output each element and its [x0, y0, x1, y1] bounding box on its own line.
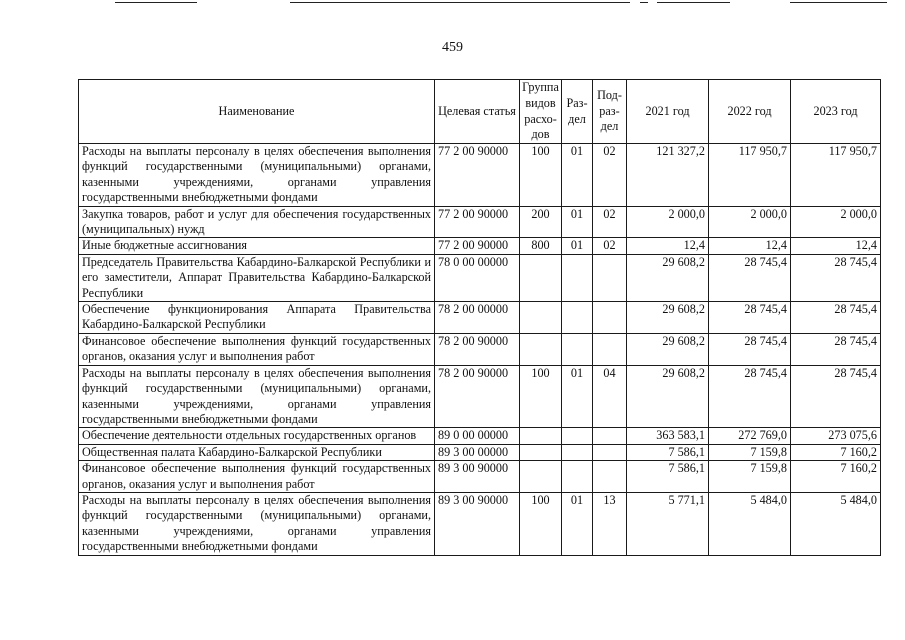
cell-amount-2022: 28 745,4 [709, 254, 791, 301]
budget-table [78, 79, 881, 556]
header-year-2021: 2021 год [627, 80, 709, 144]
cell-name: Иные бюджетные ассигнования [79, 238, 435, 254]
cell-section [562, 302, 593, 334]
header-name: Наименование [79, 80, 435, 144]
cell-target-article: 77 2 00 90000 [435, 206, 520, 238]
cell-name: Председатель Правительства Кабардино-Балкарской Республики и его заместители, Аппарат Правительства Кабардино-Балкарской Республики [79, 254, 435, 301]
cell-section [562, 444, 593, 460]
cell-amount-2021: 2 000,0 [627, 206, 709, 238]
page-number: 459 [442, 40, 463, 55]
cell-section: 01 [562, 206, 593, 238]
cell-name: Обеспечение деятельности отдельных государственных органов [79, 428, 435, 444]
cell-subsection: 13 [593, 492, 627, 555]
table-row [79, 365, 881, 428]
cell-expense-group [520, 444, 562, 460]
cell-amount-2023: 5 484,0 [791, 492, 881, 555]
cell-subsection: 04 [593, 365, 627, 428]
cell-subsection [593, 461, 627, 493]
cell-name: Расходы на выплаты персоналу в целях обеспечения выполнения функций государственными (муниципальными) органами, казенными учреждениями, органами управления государственными внебюджетными фондами [79, 144, 435, 207]
table-row [79, 144, 881, 207]
table-row [79, 333, 881, 365]
cell-section: 01 [562, 238, 593, 254]
cell-amount-2021: 7 586,1 [627, 461, 709, 493]
scan-artifact-line [790, 2, 887, 3]
scan-artifact-line [115, 2, 197, 3]
cell-name: Финансовое обеспечение выполнения функций государственных органов, оказания услуг и выполнения работ [79, 461, 435, 493]
cell-target-article: 89 3 00 90000 [435, 492, 520, 555]
cell-amount-2023: 28 745,4 [791, 302, 881, 334]
cell-name: Закупка товаров, работ и услуг для обеспечения государственных (муниципальных) нужд [79, 206, 435, 238]
cell-amount-2021: 121 327,2 [627, 144, 709, 207]
table-row [79, 444, 881, 460]
cell-subsection [593, 444, 627, 460]
cell-amount-2022: 117 950,7 [709, 144, 791, 207]
table-row [79, 428, 881, 444]
cell-amount-2022: 5 484,0 [709, 492, 791, 555]
header-year-2023: 2023 год [791, 80, 881, 144]
cell-amount-2023: 273 075,6 [791, 428, 881, 444]
cell-expense-group: 800 [520, 238, 562, 254]
cell-amount-2023: 7 160,2 [791, 444, 881, 460]
header-subsection: Под-раз-дел [593, 80, 627, 144]
cell-section: 01 [562, 365, 593, 428]
cell-amount-2023: 12,4 [791, 238, 881, 254]
table-row [79, 492, 881, 555]
cell-target-article: 77 2 00 90000 [435, 144, 520, 207]
cell-amount-2021: 29 608,2 [627, 254, 709, 301]
cell-target-article: 78 2 00 90000 [435, 333, 520, 365]
cell-section: 01 [562, 144, 593, 207]
cell-name: Финансовое обеспечение выполнения функций государственных органов, оказания услуг и выполнения работ [79, 333, 435, 365]
cell-name: Общественная палата Кабардино-Балкарской Республики [79, 444, 435, 460]
header-year-2022: 2022 год [709, 80, 791, 144]
cell-expense-group [520, 428, 562, 444]
cell-subsection [593, 428, 627, 444]
cell-section [562, 428, 593, 444]
cell-subsection: 02 [593, 206, 627, 238]
cell-target-article: 89 3 00 00000 [435, 444, 520, 460]
cell-section [562, 254, 593, 301]
cell-amount-2021: 363 583,1 [627, 428, 709, 444]
cell-target-article: 78 2 00 90000 [435, 365, 520, 428]
cell-amount-2022: 28 745,4 [709, 302, 791, 334]
cell-amount-2023: 7 160,2 [791, 461, 881, 493]
cell-expense-group: 100 [520, 365, 562, 428]
cell-expense-group: 100 [520, 492, 562, 555]
cell-subsection [593, 302, 627, 334]
cell-amount-2022: 272 769,0 [709, 428, 791, 444]
cell-subsection [593, 254, 627, 301]
cell-target-article: 89 3 00 90000 [435, 461, 520, 493]
cell-amount-2022: 28 745,4 [709, 333, 791, 365]
header-target-article: Целевая статья [435, 80, 520, 144]
cell-amount-2022: 2 000,0 [709, 206, 791, 238]
cell-amount-2022: 12,4 [709, 238, 791, 254]
scan-artifact-line [290, 2, 630, 3]
cell-amount-2023: 28 745,4 [791, 333, 881, 365]
cell-amount-2022: 7 159,8 [709, 444, 791, 460]
table-row [79, 238, 881, 254]
cell-expense-group [520, 302, 562, 334]
cell-target-article: 78 0 00 00000 [435, 254, 520, 301]
cell-subsection: 02 [593, 144, 627, 207]
cell-amount-2021: 12,4 [627, 238, 709, 254]
cell-amount-2021: 29 608,2 [627, 333, 709, 365]
cell-amount-2021: 7 586,1 [627, 444, 709, 460]
cell-amount-2021: 29 608,2 [627, 302, 709, 334]
table-row [79, 254, 881, 301]
table-row [79, 302, 881, 334]
cell-amount-2023: 117 950,7 [791, 144, 881, 207]
cell-amount-2022: 7 159,8 [709, 461, 791, 493]
table-row [79, 461, 881, 493]
header-section: Раз-дел [562, 80, 593, 144]
cell-amount-2022: 28 745,4 [709, 365, 791, 428]
table-row [79, 206, 881, 238]
header-expense-group: Группа видов расхо-дов [520, 80, 562, 144]
scan-artifact-line [657, 2, 730, 3]
cell-section: 01 [562, 492, 593, 555]
cell-target-article: 89 0 00 00000 [435, 428, 520, 444]
cell-name: Расходы на выплаты персоналу в целях обеспечения выполнения функций государственными (муниципальными) органами, казенными учреждениями, органами управления государственными внебюджетными фондами [79, 492, 435, 555]
cell-subsection [593, 333, 627, 365]
cell-section [562, 333, 593, 365]
cell-target-article: 78 2 00 00000 [435, 302, 520, 334]
cell-expense-group [520, 333, 562, 365]
cell-name: Обеспечение функционирования Аппарата Правительства Кабардино-Балкарской Республики [79, 302, 435, 334]
cell-section [562, 461, 593, 493]
cell-subsection: 02 [593, 238, 627, 254]
cell-amount-2021: 5 771,1 [627, 492, 709, 555]
cell-amount-2023: 2 000,0 [791, 206, 881, 238]
cell-target-article: 77 2 00 90000 [435, 238, 520, 254]
cell-expense-group [520, 461, 562, 493]
cell-amount-2023: 28 745,4 [791, 254, 881, 301]
table-header-row [79, 80, 881, 144]
cell-expense-group: 200 [520, 206, 562, 238]
scan-artifact-line [640, 2, 648, 3]
cell-amount-2021: 29 608,2 [627, 365, 709, 428]
cell-expense-group [520, 254, 562, 301]
cell-amount-2023: 28 745,4 [791, 365, 881, 428]
cell-expense-group: 100 [520, 144, 562, 207]
cell-name: Расходы на выплаты персоналу в целях обеспечения выполнения функций государственными (муниципальными) органами, казенными учреждениями, органами управления государственными внебюджетными фондами [79, 365, 435, 428]
